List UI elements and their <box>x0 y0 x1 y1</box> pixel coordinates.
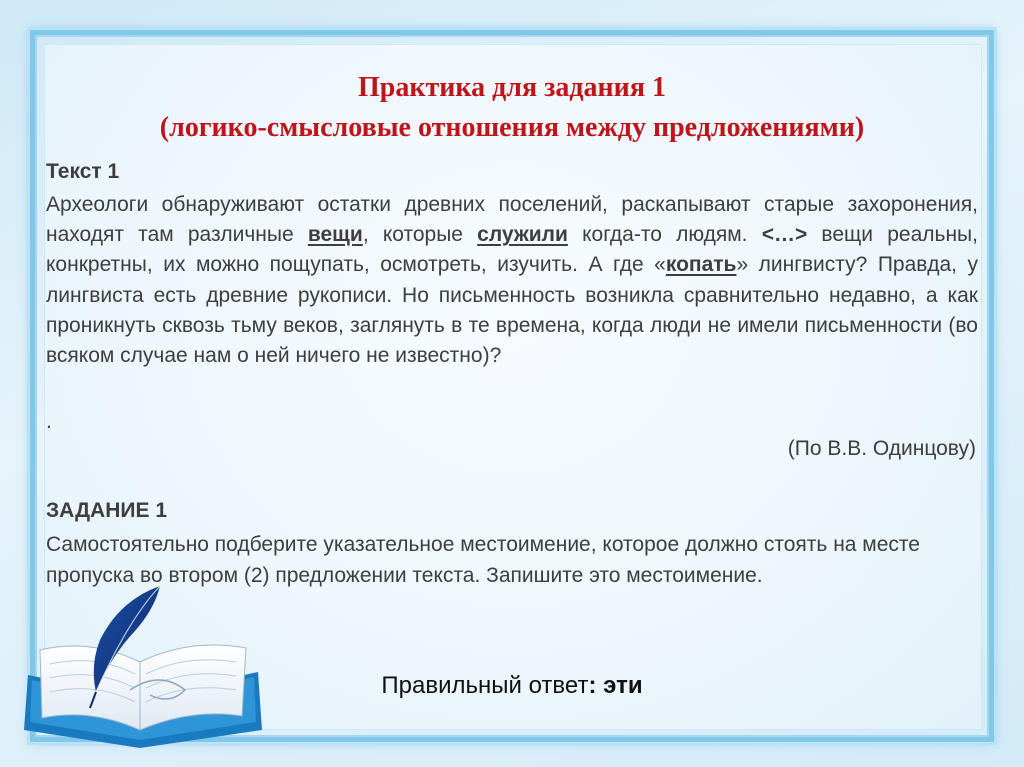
keyword-veshchi: вещи <box>307 223 363 247</box>
correct-answer <box>0 672 1024 700</box>
answer-value: эти <box>603 672 643 699</box>
text-part: когда-то людям. <box>567 223 762 247</box>
answer-colon: : <box>588 672 604 699</box>
text-part: вещи реальны, конкретны, их можно пощупать, осмотреть, изучить. А где « <box>46 223 978 277</box>
text-heading: Текст 1 <box>46 160 120 183</box>
text-part: , которые <box>362 223 478 247</box>
text-author: (По В.В. Одинцову) <box>787 437 976 460</box>
text-body <box>46 190 978 371</box>
text-part: Археологи обнаруживают остатки древних поселений, раскапывают старые захоронения, находят там различные <box>46 193 978 247</box>
text-dot: . <box>46 410 52 433</box>
gap-marker: <…> <box>761 223 808 247</box>
task-body: Самостоятельно подберите указательное местоимение, которое должно стоять на месте пропуска во втором (2) предложении текста. Запишите это местоимение. <box>46 533 920 587</box>
task-heading: ЗАДАНИЕ 1 <box>46 499 168 522</box>
keyword-sluzhili: служили <box>477 223 568 247</box>
slide-title: Практика для задания 1 <box>358 72 666 103</box>
answer-label: Правильный ответ <box>381 672 589 699</box>
slide-subtitle: (логико-смысловые отношения между предложениями) <box>159 112 865 143</box>
text-part: » лингвисту? Правда, у лингвиста есть древние рукописи. Но письменность возникла сравнительно недавно, а как проникнуть сквозь тьму веков, заглянуть в те времена, когда люди не имели письменности (во всяком случае нам о ней ничего не известно)? <box>46 253 978 368</box>
keyword-kopat: копать <box>665 253 737 277</box>
book-with-quill-icon <box>10 580 270 750</box>
